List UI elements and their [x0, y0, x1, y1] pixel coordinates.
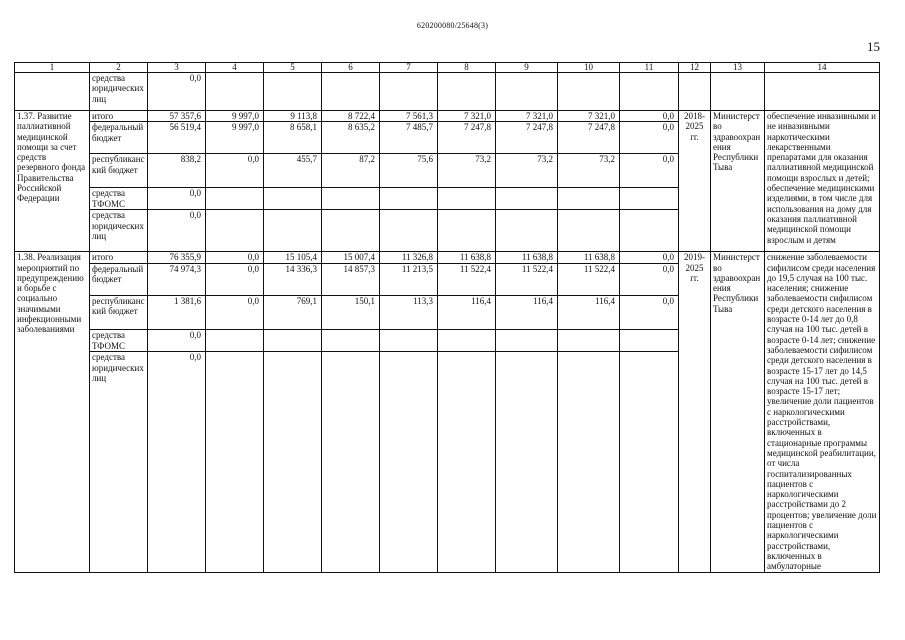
column-header: 10 — [558, 63, 620, 73]
column-header: 12 — [679, 63, 711, 73]
column-header: 1 — [15, 63, 90, 73]
value-cell: 113,3 — [380, 295, 438, 329]
value-cell: 116,4 — [438, 295, 496, 329]
value-cell: 0,0 — [620, 122, 679, 154]
value-cell: 0,0 — [148, 73, 206, 111]
funding-source: средства ТФОМС — [90, 330, 148, 352]
funding-source: республиканский бюджет — [90, 295, 148, 329]
funding-source: республиканский бюджет — [90, 154, 148, 188]
value-cell: 73,2 — [496, 154, 558, 188]
funding-source: средства юридических лиц — [90, 73, 148, 111]
value-cell: 11 213,5 — [380, 263, 438, 295]
value-cell: 57 357,6 — [148, 111, 206, 122]
column-header: 6 — [322, 63, 380, 73]
funding-source: средства ТФОМС — [90, 188, 148, 210]
value-cell: 11 638,8 — [558, 252, 620, 263]
funding-source: средства юридических лиц — [90, 210, 148, 252]
column-header: 4 — [206, 63, 264, 73]
value-cell: 11 522,4 — [558, 263, 620, 295]
value-cell: 7 321,0 — [438, 111, 496, 122]
value-cell: 0,0 — [148, 352, 206, 572]
value-cell: 116,4 — [558, 295, 620, 329]
value-cell: 0,0 — [620, 295, 679, 329]
value-cell: 8 722,4 — [322, 111, 380, 122]
column-header: 9 — [496, 63, 558, 73]
value-cell: 74 974,3 — [148, 263, 206, 295]
column-header: 2 — [90, 63, 148, 73]
value-cell: 7 247,8 — [438, 122, 496, 154]
value-cell: 8 635,2 — [322, 122, 380, 154]
value-cell: 87,2 — [322, 154, 380, 188]
funding-source: средства юридических лиц — [90, 352, 148, 572]
value-cell: 73,2 — [438, 154, 496, 188]
value-cell: 14 857,3 — [322, 263, 380, 295]
value-cell: 9 113,8 — [264, 111, 322, 122]
value-cell: 7 321,0 — [558, 111, 620, 122]
value-cell: 0,0 — [148, 330, 206, 352]
program-measures-table — [14, 62, 880, 573]
value-cell: 0,0 — [206, 295, 264, 329]
value-cell: 9 997,0 — [206, 122, 264, 154]
funding-source: итого — [90, 111, 148, 122]
value-cell: 15 007,4 — [322, 252, 380, 263]
value-cell: 150,1 — [322, 295, 380, 329]
value-cell: 455,7 — [264, 154, 322, 188]
table-row — [15, 252, 880, 263]
funding-source: федеральный бюджет — [90, 122, 148, 154]
value-cell: 8 658,1 — [264, 122, 322, 154]
value-cell: 838,2 — [148, 154, 206, 188]
period-cell: 2018-2025 гг. — [679, 111, 711, 252]
executor-cell: Министерство здравоохранения Республики Тыва — [711, 111, 765, 252]
column-header: 3 — [148, 63, 206, 73]
value-cell: 0,0 — [148, 210, 206, 252]
value-cell: 76 355,9 — [148, 252, 206, 263]
value-cell: 769,1 — [264, 295, 322, 329]
value-cell: 0,0 — [148, 188, 206, 210]
value-cell: 7 561,3 — [380, 111, 438, 122]
value-cell: 1 381,6 — [148, 295, 206, 329]
table-row — [15, 111, 880, 122]
value-cell: 0,0 — [206, 252, 264, 263]
value-cell: 75,6 — [380, 154, 438, 188]
value-cell: 116,4 — [496, 295, 558, 329]
value-cell: 0,0 — [620, 252, 679, 263]
value-cell: 9 997,0 — [206, 111, 264, 122]
value-cell: 0,0 — [206, 263, 264, 295]
result-cell: снижение заболеваемости сифилисом среди населения до 19,5 случая на 100 тыс. населения; снижение заболеваемости сифилисом среди детского населения в возрасте 0-14 лет до 0,8 случая на 100 тыс. детей в возрасте 0-14 лет; снижение заболеваемости сифилисом среди детского населения в возрасте 15-17 лет до 14,5 случая на 100 тыс. детей в возрасте 15-17 лет; увеличение доли пациентов с наркологическими расстройствами, включенных в стационарные программы медицинской реабилитации, от числа госпитализированных пациентов с наркологическими расстройствами до 2 процентов; увеличение доли пациентов с наркологическими расстройствами, включенных в амбулаторные — [765, 252, 880, 572]
value-cell: 14 336,3 — [264, 263, 322, 295]
value-cell: 11 522,4 — [438, 263, 496, 295]
value-cell: 0,0 — [620, 263, 679, 295]
value-cell: 73,2 — [558, 154, 620, 188]
column-header: 14 — [765, 63, 880, 73]
value-cell: 56 519,4 — [148, 122, 206, 154]
column-header: 11 — [620, 63, 679, 73]
measure-name: 1.38. Реализация мероприятий по предупреждению и борьбе с социально значимыми инфекционными заболеваниями — [15, 252, 90, 572]
column-header: 13 — [711, 63, 765, 73]
value-cell: 15 105,4 — [264, 252, 322, 263]
value-cell: 7 247,8 — [496, 122, 558, 154]
measure-name: 1.37. Развитие паллиативной медицинской помощи за счет средств резервного фонда Правительства Российской Федерации — [15, 111, 90, 252]
page-number: 15 — [867, 39, 880, 54]
value-cell: 7 485,7 — [380, 122, 438, 154]
document-number: 620200080/25648(3) — [416, 21, 489, 30]
value-cell: 0,0 — [206, 154, 264, 188]
table-row — [15, 73, 880, 111]
value-cell: 0,0 — [620, 154, 679, 188]
value-cell: 0,0 — [620, 111, 679, 122]
funding-source: итого — [90, 252, 148, 263]
funding-source: федеральный бюджет — [90, 263, 148, 295]
value-cell: 7 321,0 — [496, 111, 558, 122]
value-cell: 11 638,8 — [496, 252, 558, 263]
value-cell: 7 247,8 — [558, 122, 620, 154]
value-cell: 11 326,8 — [380, 252, 438, 263]
value-cell: 11 638,8 — [438, 252, 496, 263]
column-header: 7 — [380, 63, 438, 73]
executor-cell: Министерство здравоохранения Республики Тыва — [711, 252, 765, 572]
value-cell: 11 522,4 — [496, 263, 558, 295]
period-cell: 2019-2025 гг. — [679, 252, 711, 572]
column-header: 5 — [264, 63, 322, 73]
column-header: 8 — [438, 63, 496, 73]
result-cell: обеспечение инвазивными и не инвазивными наркотическими лекарственными препаратами для оказания паллиативной медицинской помощи взрослых и детей; обеспечение медицинскими изделиями, в том числе для использования на дому для оказания паллиативной медицинской помощи взрослым и детям — [765, 111, 880, 252]
column-number-row — [15, 63, 880, 73]
